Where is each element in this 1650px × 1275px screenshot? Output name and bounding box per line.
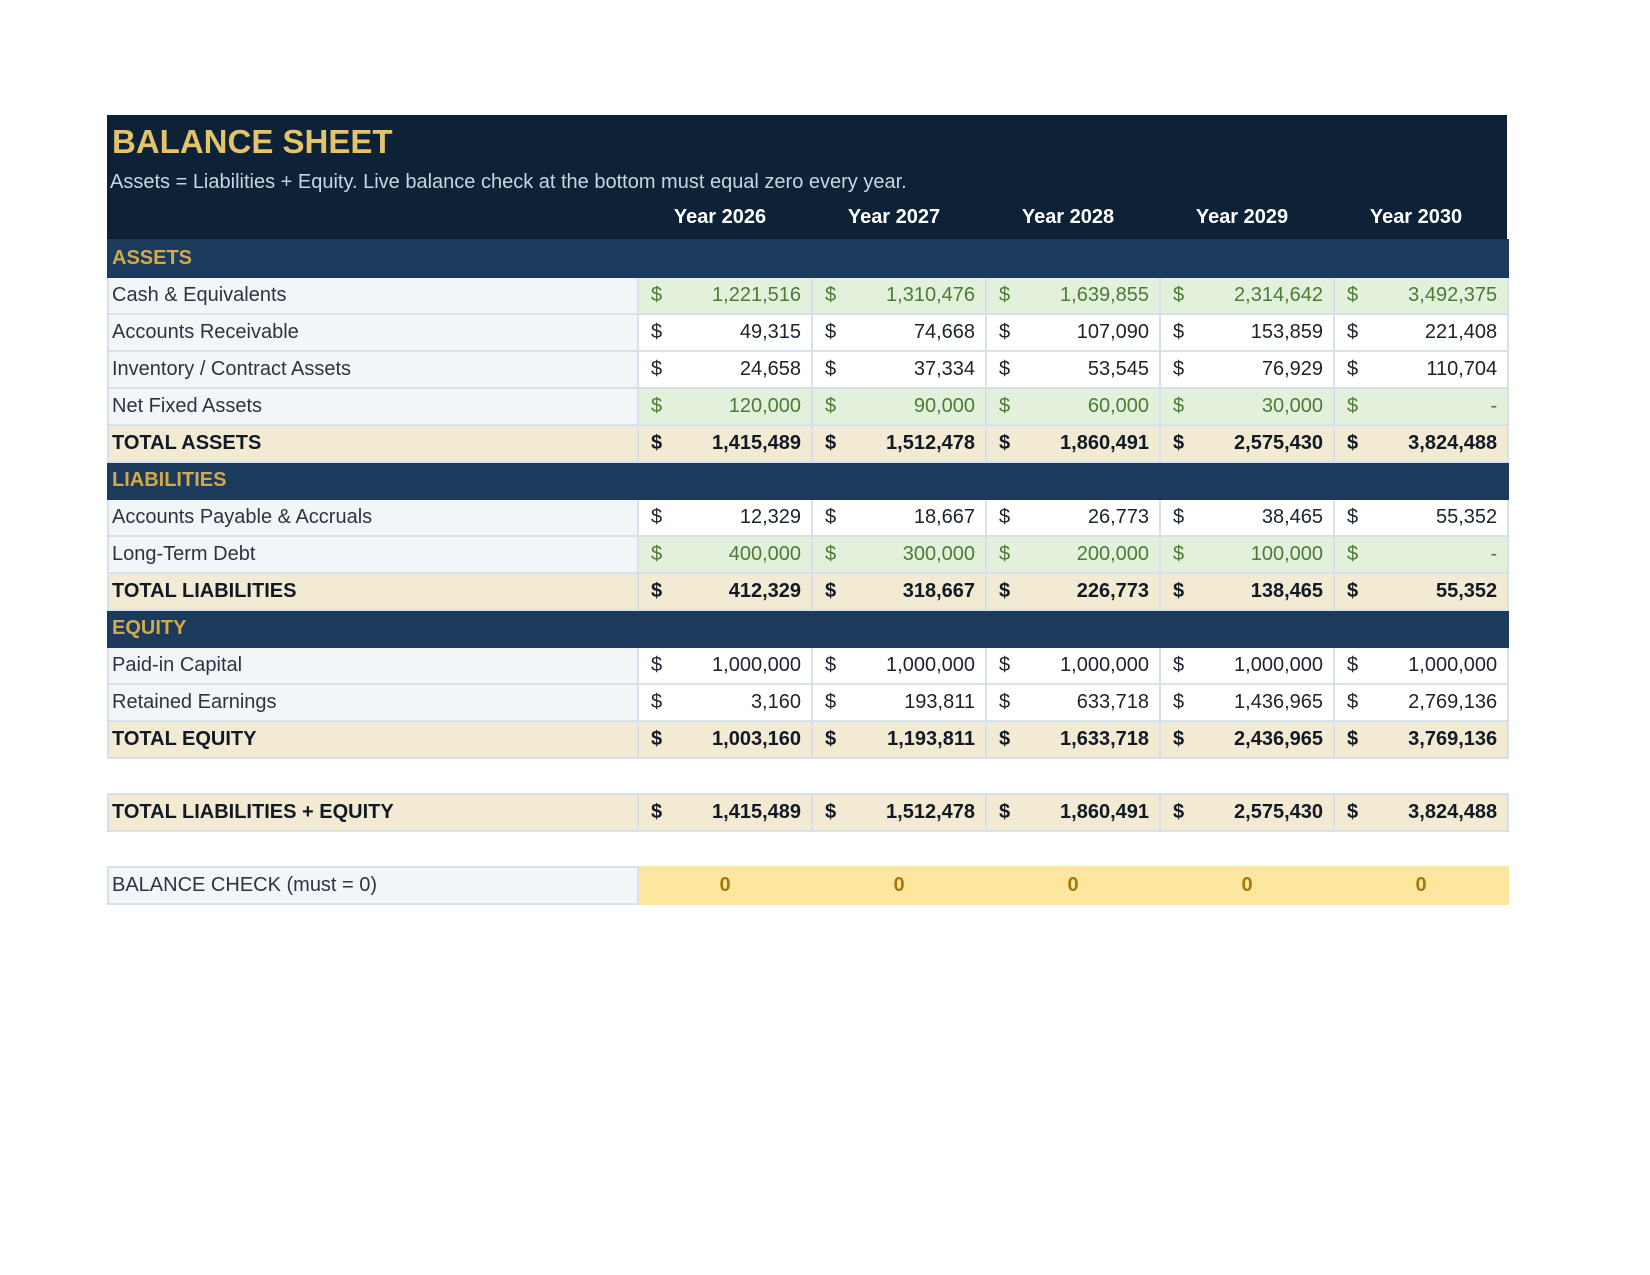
value-cell[interactable]: - bbox=[1378, 536, 1508, 573]
currency-symbol[interactable]: $ bbox=[1160, 351, 1204, 388]
currency-symbol[interactable]: $ bbox=[1334, 425, 1378, 462]
currency-symbol[interactable]: $ bbox=[986, 573, 1030, 610]
year-header[interactable]: Year 2026 bbox=[673, 206, 767, 228]
value-cell[interactable]: 26,773 bbox=[1030, 499, 1160, 536]
value-cell[interactable]: 221,408 bbox=[1378, 314, 1508, 351]
balance-check-value[interactable]: 0 bbox=[1160, 867, 1334, 904]
currency-symbol[interactable]: $ bbox=[1160, 536, 1204, 573]
value-cell[interactable]: 55,352 bbox=[1378, 573, 1508, 610]
value-cell[interactable]: 90,000 bbox=[856, 388, 986, 425]
value-cell[interactable]: 60,000 bbox=[1030, 388, 1160, 425]
row-label[interactable]: TOTAL EQUITY bbox=[108, 721, 638, 758]
value-cell[interactable]: 38,465 bbox=[1204, 499, 1334, 536]
currency-symbol[interactable]: $ bbox=[1160, 647, 1204, 684]
liabilities-section-header bbox=[108, 462, 1508, 499]
currency-symbol[interactable]: $ bbox=[812, 684, 856, 721]
year-header[interactable]: Year 2028 bbox=[1021, 206, 1115, 228]
currency-symbol[interactable]: $ bbox=[1160, 573, 1204, 610]
currency-symbol[interactable]: $ bbox=[1334, 351, 1378, 388]
currency-symbol[interactable]: $ bbox=[986, 425, 1030, 462]
currency-symbol[interactable]: $ bbox=[812, 277, 856, 314]
balance-sheet bbox=[107, 115, 1507, 905]
value-cell[interactable]: 3,824,488 bbox=[1378, 425, 1508, 462]
currency-symbol[interactable]: $ bbox=[1334, 794, 1378, 831]
currency-symbol[interactable]: $ bbox=[1160, 314, 1204, 351]
value-cell[interactable]: 1,003,160 bbox=[682, 721, 812, 758]
currency-symbol[interactable]: $ bbox=[1334, 536, 1378, 573]
value-cell[interactable]: 2,436,965 bbox=[1204, 721, 1334, 758]
section-heading: LIABILITIES bbox=[108, 462, 1508, 499]
value-cell[interactable]: 1,860,491 bbox=[1030, 794, 1160, 831]
currency-symbol[interactable]: $ bbox=[638, 277, 682, 314]
currency-symbol[interactable]: $ bbox=[638, 794, 682, 831]
currency-symbol[interactable]: $ bbox=[812, 425, 856, 462]
currency-symbol[interactable]: $ bbox=[812, 721, 856, 758]
value-cell[interactable]: 2,575,430 bbox=[1204, 425, 1334, 462]
value-cell[interactable]: 1,000,000 bbox=[1204, 647, 1334, 684]
currency-symbol[interactable]: $ bbox=[1334, 647, 1378, 684]
year-header[interactable]: Year 2029 bbox=[1195, 206, 1289, 228]
currency-symbol[interactable]: $ bbox=[1334, 684, 1378, 721]
currency-symbol[interactable]: $ bbox=[1334, 721, 1378, 758]
currency-symbol[interactable]: $ bbox=[1334, 388, 1378, 425]
row-label[interactable]: Cash & Equivalents bbox=[108, 277, 638, 314]
value-cell[interactable]: 318,667 bbox=[856, 573, 986, 610]
row-label[interactable]: Retained Earnings bbox=[108, 684, 638, 721]
year-header-row bbox=[107, 198, 1507, 236]
currency-symbol[interactable]: $ bbox=[1334, 573, 1378, 610]
currency-symbol[interactable]: $ bbox=[1160, 425, 1204, 462]
currency-symbol[interactable]: $ bbox=[986, 647, 1030, 684]
currency-symbol[interactable]: $ bbox=[812, 536, 856, 573]
table-row bbox=[108, 277, 1508, 314]
currency-symbol[interactable]: $ bbox=[1334, 314, 1378, 351]
year-header[interactable]: Year 2027 bbox=[847, 206, 941, 228]
sheet-title: BALANCE SHEET bbox=[112, 123, 393, 160]
value-cell[interactable]: 138,465 bbox=[1204, 573, 1334, 610]
value-cell[interactable]: 1,633,718 bbox=[1030, 721, 1160, 758]
value-cell[interactable]: 37,334 bbox=[856, 351, 986, 388]
total-equity-row bbox=[108, 721, 1508, 758]
value-cell[interactable]: 153,859 bbox=[1204, 314, 1334, 351]
currency-symbol[interactable]: $ bbox=[638, 388, 682, 425]
value-cell[interactable]: 633,718 bbox=[1030, 684, 1160, 721]
row-label[interactable]: Accounts Receivable bbox=[108, 314, 638, 351]
value-cell[interactable]: 1,000,000 bbox=[1378, 647, 1508, 684]
currency-symbol[interactable]: $ bbox=[638, 647, 682, 684]
spacer-row bbox=[108, 758, 1508, 794]
currency-symbol[interactable]: $ bbox=[1334, 277, 1378, 314]
currency-symbol[interactable]: $ bbox=[812, 794, 856, 831]
sheet-header bbox=[107, 115, 1507, 239]
balance-check-value[interactable]: 0 bbox=[1334, 867, 1508, 904]
value-cell[interactable]: 1,221,516 bbox=[682, 277, 812, 314]
value-cell[interactable]: 1,000,000 bbox=[1030, 647, 1160, 684]
value-cell[interactable]: 193,811 bbox=[856, 684, 986, 721]
value-cell[interactable]: 3,824,488 bbox=[1378, 794, 1508, 831]
currency-symbol[interactable]: $ bbox=[1160, 499, 1204, 536]
value-cell[interactable]: 1,310,476 bbox=[856, 277, 986, 314]
currency-symbol[interactable]: $ bbox=[986, 388, 1030, 425]
value-cell[interactable]: 400,000 bbox=[682, 536, 812, 573]
table-row bbox=[108, 536, 1508, 573]
value-cell[interactable]: 76,929 bbox=[1204, 351, 1334, 388]
table-row bbox=[108, 684, 1508, 721]
balance-check-value[interactable]: 0 bbox=[812, 867, 986, 904]
section-heading: EQUITY bbox=[108, 610, 1508, 647]
value-cell[interactable]: 1,436,965 bbox=[1204, 684, 1334, 721]
currency-symbol[interactable]: $ bbox=[638, 721, 682, 758]
currency-symbol[interactable]: $ bbox=[1160, 721, 1204, 758]
value-cell[interactable]: 2,575,430 bbox=[1204, 794, 1334, 831]
value-cell[interactable]: 12,329 bbox=[682, 499, 812, 536]
row-label[interactable]: Net Fixed Assets bbox=[108, 388, 638, 425]
row-label[interactable]: Accounts Payable & Accruals bbox=[108, 499, 638, 536]
value-cell[interactable]: 55,352 bbox=[1378, 499, 1508, 536]
table-row bbox=[108, 314, 1508, 351]
value-cell[interactable]: 1,000,000 bbox=[682, 647, 812, 684]
value-cell[interactable]: 300,000 bbox=[856, 536, 986, 573]
value-cell[interactable]: 53,545 bbox=[1030, 351, 1160, 388]
currency-symbol[interactable]: $ bbox=[986, 721, 1030, 758]
value-cell[interactable]: 226,773 bbox=[1030, 573, 1160, 610]
section-heading: ASSETS bbox=[108, 240, 1508, 277]
currency-symbol[interactable]: $ bbox=[638, 536, 682, 573]
value-cell[interactable]: 107,090 bbox=[1030, 314, 1160, 351]
currency-symbol[interactable]: $ bbox=[986, 314, 1030, 351]
balance-check-value[interactable]: 0 bbox=[638, 867, 812, 904]
table-row bbox=[108, 647, 1508, 684]
spacer-cell bbox=[108, 758, 1508, 794]
currency-symbol[interactable]: $ bbox=[1334, 499, 1378, 536]
spacer-cell bbox=[108, 831, 1508, 867]
currency-symbol[interactable]: $ bbox=[986, 536, 1030, 573]
row-label[interactable]: TOTAL LIABILITIES bbox=[108, 573, 638, 610]
balance-check-value[interactable]: 0 bbox=[986, 867, 1160, 904]
currency-symbol[interactable]: $ bbox=[638, 573, 682, 610]
currency-symbol[interactable]: $ bbox=[638, 351, 682, 388]
value-cell[interactable]: 2,769,136 bbox=[1378, 684, 1508, 721]
currency-symbol[interactable]: $ bbox=[1160, 794, 1204, 831]
value-cell[interactable]: 3,769,136 bbox=[1378, 721, 1508, 758]
equity-section-header bbox=[108, 610, 1508, 647]
currency-symbol[interactable]: $ bbox=[812, 647, 856, 684]
currency-symbol[interactable]: $ bbox=[812, 351, 856, 388]
currency-symbol[interactable]: $ bbox=[812, 573, 856, 610]
spacer-row bbox=[108, 831, 1508, 867]
row-label[interactable]: Paid-in Capital bbox=[108, 647, 638, 684]
year-header[interactable]: Year 2030 bbox=[1369, 206, 1463, 228]
value-cell[interactable]: 2,314,642 bbox=[1204, 277, 1334, 314]
assets-section-header bbox=[108, 240, 1508, 277]
currency-symbol[interactable]: $ bbox=[638, 314, 682, 351]
table-row bbox=[108, 351, 1508, 388]
value-cell[interactable]: 110,704 bbox=[1378, 351, 1508, 388]
total-liabilities-row bbox=[108, 573, 1508, 610]
value-cell[interactable]: 1,512,478 bbox=[856, 425, 986, 462]
currency-symbol[interactable]: $ bbox=[812, 314, 856, 351]
balance-check-row bbox=[108, 867, 1508, 904]
value-cell[interactable]: 100,000 bbox=[1204, 536, 1334, 573]
value-cell[interactable]: 1,860,491 bbox=[1030, 425, 1160, 462]
value-cell[interactable]: 3,492,375 bbox=[1378, 277, 1508, 314]
currency-symbol[interactable]: $ bbox=[638, 684, 682, 721]
row-label[interactable]: Inventory / Contract Assets bbox=[108, 351, 638, 388]
value-cell[interactable]: 1,193,811 bbox=[856, 721, 986, 758]
table-row bbox=[108, 499, 1508, 536]
value-cell[interactable]: 18,667 bbox=[856, 499, 986, 536]
value-cell[interactable]: 1,000,000 bbox=[856, 647, 986, 684]
currency-symbol[interactable]: $ bbox=[986, 794, 1030, 831]
table-row bbox=[108, 388, 1508, 425]
currency-symbol[interactable]: $ bbox=[1160, 684, 1204, 721]
currency-symbol[interactable]: $ bbox=[812, 388, 856, 425]
value-cell[interactable]: - bbox=[1378, 388, 1508, 425]
value-cell[interactable]: 1,415,489 bbox=[682, 425, 812, 462]
value-cell[interactable]: 120,000 bbox=[682, 388, 812, 425]
value-cell[interactable]: 30,000 bbox=[1204, 388, 1334, 425]
currency-symbol[interactable]: $ bbox=[1160, 388, 1204, 425]
value-cell[interactable]: 74,668 bbox=[856, 314, 986, 351]
currency-symbol[interactable]: $ bbox=[1160, 277, 1204, 314]
value-cell[interactable]: 24,658 bbox=[682, 351, 812, 388]
currency-symbol[interactable]: $ bbox=[986, 351, 1030, 388]
row-label[interactable]: TOTAL ASSETS bbox=[108, 425, 638, 462]
currency-symbol[interactable]: $ bbox=[638, 499, 682, 536]
value-cell[interactable]: 1,512,478 bbox=[856, 794, 986, 831]
value-cell[interactable]: 3,160 bbox=[682, 684, 812, 721]
row-label[interactable]: Long-Term Debt bbox=[108, 536, 638, 573]
currency-symbol[interactable]: $ bbox=[638, 425, 682, 462]
value-cell[interactable]: 412,329 bbox=[682, 573, 812, 610]
currency-symbol[interactable]: $ bbox=[986, 684, 1030, 721]
row-label[interactable]: TOTAL LIABILITIES + EQUITY bbox=[108, 794, 638, 831]
value-cell[interactable]: 200,000 bbox=[1030, 536, 1160, 573]
total-assets-row bbox=[108, 425, 1508, 462]
currency-symbol[interactable]: $ bbox=[812, 499, 856, 536]
total-liabilities-equity-row bbox=[108, 794, 1508, 831]
sheet-subtitle: Assets = Liabilities + Equity. Live balance check at the bottom must equal zero every year. bbox=[110, 171, 907, 193]
value-cell[interactable]: 1,415,489 bbox=[682, 794, 812, 831]
value-cell[interactable]: 49,315 bbox=[682, 314, 812, 351]
balance-table bbox=[107, 239, 1509, 905]
value-cell[interactable]: 1,639,855 bbox=[1030, 277, 1160, 314]
currency-symbol[interactable]: $ bbox=[986, 277, 1030, 314]
currency-symbol[interactable]: $ bbox=[986, 499, 1030, 536]
row-label[interactable]: BALANCE CHECK (must = 0) bbox=[108, 867, 638, 904]
